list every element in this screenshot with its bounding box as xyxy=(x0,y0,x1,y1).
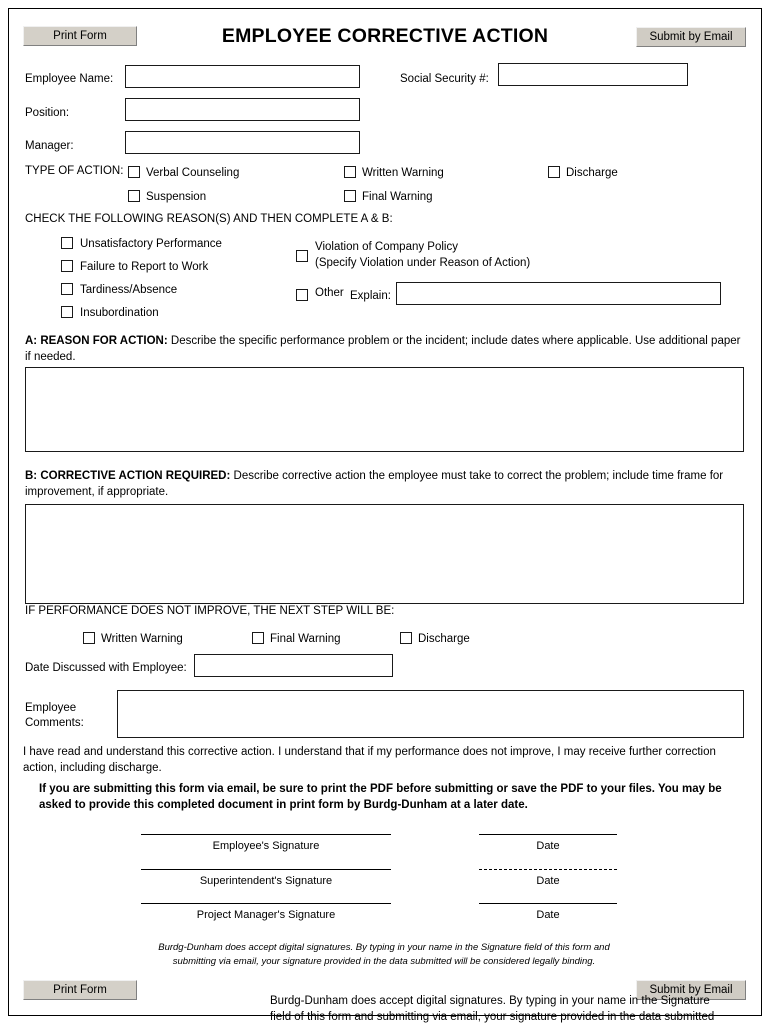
checkbox-next-discharge[interactable] xyxy=(400,632,412,644)
section-b-text: Describe corrective action the employee must take to correct the problem; include time frame for improvement, if appropriate. xyxy=(25,470,724,498)
page-title: EMPLOYEE CORRECTIVE ACTION xyxy=(221,25,549,47)
manager-input[interactable] xyxy=(125,131,360,154)
date-line-project-manager[interactable] xyxy=(479,903,617,904)
footer-overflow-block xyxy=(270,993,750,1025)
signature-line-project-manager[interactable] xyxy=(141,903,391,904)
print-form-button-bottom[interactable]: Print Form xyxy=(23,980,137,1000)
date-caption-superintendent: Date xyxy=(536,875,560,887)
checkbox-next-final-warning[interactable] xyxy=(252,632,264,644)
checkbox-insubordination[interactable] xyxy=(61,306,73,318)
checkbox-next-written-warning[interactable] xyxy=(83,632,95,644)
checkbox-unsatisfactory-performance[interactable] xyxy=(61,237,73,249)
section-b-title: B: CORRECTIVE ACTION REQUIRED: xyxy=(25,470,231,482)
employee-comments-label-line2: Comments: xyxy=(25,717,84,729)
label-tardiness-absence: Tardiness/Absence xyxy=(80,284,178,296)
section-a-title: A: REASON FOR ACTION: xyxy=(25,335,168,347)
submit-by-email-button-top[interactable]: Submit by Email xyxy=(636,27,746,47)
label-violation-of-company-policy: Violation of Company Policy xyxy=(315,241,458,253)
digital-signature-note-line1: Burdg-Dunham does accept digital signatures. By typing in your name in the Signature field of this form and xyxy=(158,942,610,953)
label-other: Other xyxy=(315,287,344,299)
label-next-discharge: Discharge xyxy=(418,633,470,645)
acknowledgement-text: I have read and understand this corrective action. I understand that if my performance does not improve, I may receive further correction action, including discharge. xyxy=(23,746,716,774)
checkbox-tardiness-absence[interactable] xyxy=(61,283,73,295)
position-input[interactable] xyxy=(125,98,360,121)
employee-comments-textarea[interactable] xyxy=(117,690,744,738)
signature-caption-project-manager: Project Manager's Signature xyxy=(196,909,336,921)
signature-line-employee[interactable] xyxy=(141,834,391,835)
section-a-text: Describe the specific performance problem or the incident; include dates where applicable. Use additional paper if needed. xyxy=(25,335,741,363)
explain-label: Explain: xyxy=(350,290,391,302)
label-insubordination: Insubordination xyxy=(80,307,159,319)
date-caption-project-manager: Date xyxy=(536,909,560,921)
checkbox-failure-to-report-to-work[interactable] xyxy=(61,260,73,272)
email-notice-text: If you are submitting this form via email, be sure to print the PDF before submitting or save the PDF to your files. You may be asked to provide this completed document in print form by Burdg-Dunham at a later date. xyxy=(39,783,722,811)
type-of-action-label: TYPE OF ACTION: xyxy=(25,165,124,177)
label-failure-to-report-to-work: Failure to Report to Work xyxy=(80,261,209,273)
date-discussed-label: Date Discussed with Employee: xyxy=(25,662,187,674)
next-step-heading: IF PERFORMANCE DOES NOT IMPROVE, THE NEXT STEP WILL BE: xyxy=(25,605,395,617)
position-label: Position: xyxy=(25,107,70,119)
signature-caption-superintendent: Superintendent's Signature xyxy=(199,875,333,887)
checkbox-written-warning[interactable] xyxy=(344,166,356,178)
date-line-employee[interactable] xyxy=(479,834,617,835)
label-suspension: Suspension xyxy=(146,191,207,203)
label-next-final-warning: Final Warning xyxy=(270,633,341,645)
label-final-warning: Final Warning xyxy=(362,191,433,203)
employee-comments-label-line1: Employee xyxy=(25,702,77,714)
reasons-heading: CHECK THE FOLLOWING REASON(S) AND THEN COMPLETE A & B: xyxy=(25,213,393,225)
date-line-superintendent[interactable] xyxy=(479,869,617,870)
employee-name-input[interactable] xyxy=(125,65,360,88)
signature-caption-employee: Employee's Signature xyxy=(212,840,320,852)
section-a-block xyxy=(25,334,741,365)
checkbox-final-warning[interactable] xyxy=(344,190,356,202)
social-security-label: Social Security #: xyxy=(400,73,489,85)
corrective-action-textarea[interactable] xyxy=(25,504,744,604)
label-violation-specify: (Specify Violation under Reason of Action) xyxy=(315,257,531,269)
footer-overflow-line1: Burdg-Dunham does accept digital signatures. By typing in your name in the Signature xyxy=(270,995,710,1007)
section-b-block xyxy=(25,469,747,500)
submit-by-email-button-bottom[interactable]: Submit by Email xyxy=(636,980,746,1000)
label-next-written-warning: Written Warning xyxy=(101,633,183,645)
reason-for-action-textarea[interactable] xyxy=(25,367,744,452)
label-written-warning: Written Warning xyxy=(362,167,444,179)
signature-line-superintendent[interactable] xyxy=(141,869,391,870)
explain-input[interactable] xyxy=(396,282,721,305)
date-caption-employee: Date xyxy=(536,840,560,852)
footer-overflow-line2: field of this form and submitting via email, your signature provided in the data submitted xyxy=(270,1011,715,1023)
label-verbal-counseling: Verbal Counseling xyxy=(146,167,240,179)
manager-label: Manager: xyxy=(25,140,74,152)
digital-signature-note-line2: submitting via email, your signature provided in the data submitted will be considered legally binding. xyxy=(172,956,596,967)
checkbox-other[interactable] xyxy=(296,289,308,301)
checkbox-discharge[interactable] xyxy=(548,166,560,178)
form-page xyxy=(8,8,762,1016)
date-discussed-input[interactable] xyxy=(194,654,393,677)
social-security-input[interactable] xyxy=(498,63,688,86)
checkbox-violation-of-company-policy[interactable] xyxy=(296,250,308,262)
checkbox-suspension[interactable] xyxy=(128,190,140,202)
employee-name-label: Employee Name: xyxy=(25,73,114,85)
label-unsatisfactory-performance: Unsatisfactory Performance xyxy=(80,238,222,250)
label-discharge: Discharge xyxy=(566,167,618,179)
checkbox-verbal-counseling[interactable] xyxy=(128,166,140,178)
print-form-button-top[interactable]: Print Form xyxy=(23,26,137,46)
